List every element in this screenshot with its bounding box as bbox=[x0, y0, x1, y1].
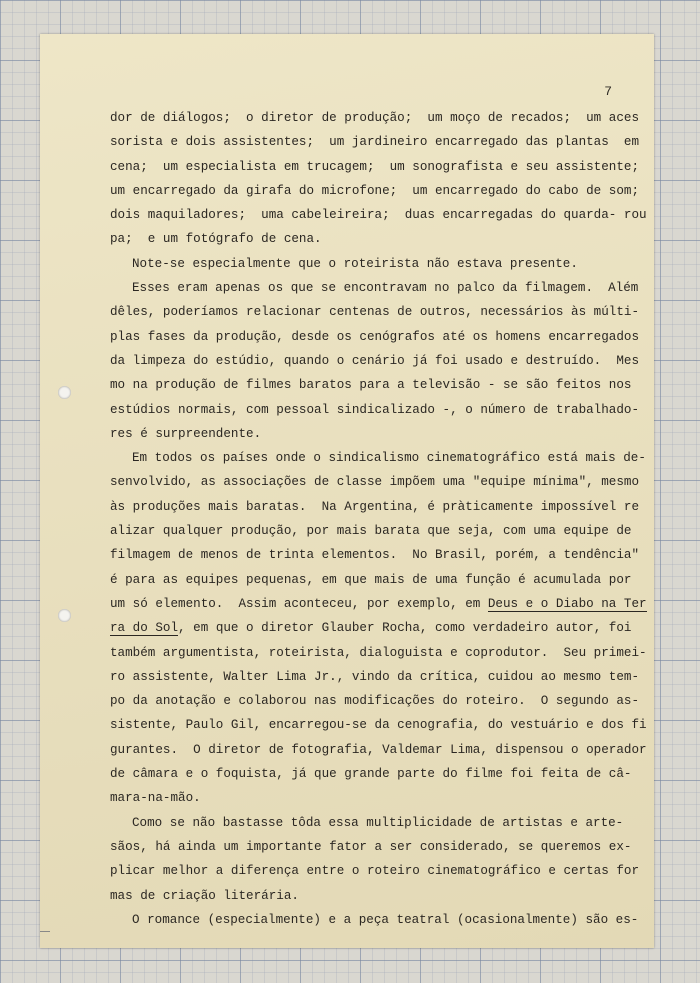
text-segment: res é surpreendente. bbox=[110, 426, 262, 441]
text-segment: também argumentista, roteirista, dialoguista e coprodutor. Seu primei- bbox=[110, 645, 647, 660]
text-line bbox=[110, 349, 640, 373]
text-line bbox=[110, 252, 616, 276]
text-line bbox=[110, 130, 640, 154]
text-segment: ro assistente, Walter Lima Jr., vindo da crítica, cuidou ao mesmo tem- bbox=[110, 669, 640, 684]
text-segment: Como se não bastasse tôda essa multiplicidade de artistas e arte- bbox=[132, 815, 624, 830]
text-line bbox=[110, 446, 646, 470]
text-line bbox=[110, 592, 647, 616]
text-line bbox=[110, 811, 624, 835]
text-segment: po da anotação e colaborou nas modificações do roteiro. O segundo as- bbox=[110, 694, 640, 709]
text-segment: dor de diálogos; o diretor de produção; um moço de recados; um aces bbox=[110, 111, 640, 125]
text-line bbox=[110, 786, 616, 810]
text-segment: gurantes. O diretor de fotografia, Valdemar Lima, dispensou o operador bbox=[110, 742, 647, 757]
text-line bbox=[110, 641, 647, 665]
underlined-title: ra do Sol bbox=[110, 621, 179, 636]
text-segment: , em que o diretor Glauber Rocha, como verdadeiro autor, foi bbox=[178, 621, 632, 636]
text-segment: de câmara e o foquista, já que grande parte do filme foi feita de câ- bbox=[110, 767, 632, 782]
text-segment: da limpeza do estúdio, quando o cenário já foi usado e destruído. Mes bbox=[110, 353, 640, 368]
text-line bbox=[110, 519, 632, 543]
text-segment: dois maquiladores; uma cabeleireira; duas encarregadas do quarda- rou bbox=[110, 208, 647, 223]
text-segment: plicar melhor a diferença entre o roteiro cinematográfico e certas for bbox=[110, 864, 640, 879]
text-segment: mo na produção de filmes baratos para a televisão - se são feitos nos bbox=[110, 378, 632, 393]
text-line bbox=[110, 227, 616, 251]
underlined-title: Deus e o Diabo na Ter bbox=[487, 596, 647, 611]
text-line bbox=[110, 495, 640, 519]
text-line bbox=[110, 325, 640, 349]
text-line bbox=[110, 884, 616, 908]
text-segment: cena; um especialista em trucagem; um sonografista e seu assistente; bbox=[110, 159, 640, 174]
document-page bbox=[40, 34, 654, 948]
text-line bbox=[110, 470, 640, 494]
punch-hole bbox=[58, 386, 71, 399]
text-segment: filmagem de menos de trinta elementos. No Brasil, porém, a tendência" bbox=[110, 548, 640, 563]
text-segment: pa; e um fotógrafo de cena. bbox=[110, 232, 322, 247]
text-segment: plas fases da produção, desde os cenógrafos até os homens encarregados bbox=[110, 329, 640, 344]
text-line bbox=[110, 738, 647, 762]
text-segment: sistente, Paulo Gil, encarregou-se da cenografia, do vestuário e dos fi bbox=[110, 718, 647, 733]
text-segment: um só elemento. Assim aconteceu, por exemplo, em bbox=[110, 596, 488, 611]
text-line bbox=[110, 422, 616, 446]
text-segment: às produções mais baratas. Na Argentina, é pràticamente impossível re bbox=[110, 499, 640, 514]
text-line bbox=[110, 908, 639, 932]
text-line bbox=[110, 713, 647, 737]
text-segment: um encarregado da girafa do microfone; um encarregado do cabo de som; bbox=[110, 183, 640, 198]
text-segment: dêles, poderíamos relacionar centenas de outros, necessários às múlti- bbox=[110, 305, 640, 320]
text-line bbox=[110, 300, 640, 324]
text-line bbox=[110, 689, 640, 713]
text-line bbox=[110, 762, 632, 786]
text-segment: senvolvido, as associações de classe impõem uma "equipe mínima", mesmo bbox=[110, 475, 640, 490]
text-line bbox=[110, 665, 640, 689]
text-line bbox=[110, 106, 640, 130]
text-segment: mara-na-mão. bbox=[110, 791, 201, 806]
corner-mark bbox=[40, 931, 50, 932]
punch-hole bbox=[58, 609, 71, 622]
text-line bbox=[110, 398, 640, 422]
text-line bbox=[110, 155, 640, 179]
text-line bbox=[110, 543, 640, 567]
text-segment: mas de criação literária. bbox=[110, 888, 299, 903]
text-segment: Esses eram apenas os que se encontravam no palco da filmagem. Além bbox=[132, 281, 639, 296]
text-line bbox=[110, 835, 632, 859]
text-segment: sãos, há ainda um importante fator a ser considerado, se queremos ex- bbox=[110, 839, 632, 854]
text-line bbox=[110, 203, 647, 227]
typewritten-text bbox=[110, 106, 647, 932]
text-line bbox=[110, 373, 632, 397]
text-segment: estúdios normais, com pessoal sindicalizado -, o número de trabalhado- bbox=[110, 402, 640, 417]
text-segment: O romance (especialmente) e a peça teatral (ocasionalmente) são es- bbox=[132, 912, 639, 927]
text-line bbox=[110, 276, 639, 300]
text-segment: alizar qualquer produção, por mais barata que seja, com uma equipe de bbox=[110, 524, 632, 539]
text-segment: é para as equipes pequenas, em que mais de uma função é acumulada por bbox=[110, 572, 632, 587]
page-number: 7 bbox=[604, 84, 612, 99]
text-line bbox=[110, 568, 632, 592]
text-segment: Em todos os países onde o sindicalismo cinematográfico está mais de- bbox=[132, 451, 646, 466]
text-segment: Note-se especialmente que o roteirista não estava presente. bbox=[132, 256, 578, 271]
text-line bbox=[110, 616, 632, 640]
text-line bbox=[110, 859, 640, 883]
text-line bbox=[110, 179, 640, 203]
text-segment: sorista e dois assistentes; um jardineiro encarregado das plantas em bbox=[110, 135, 640, 150]
